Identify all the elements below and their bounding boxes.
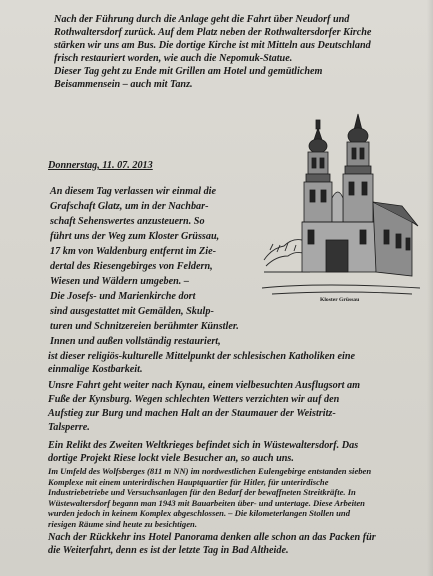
- text-line: Unsre Fahrt geht weiter nach Kynau, einem vielbesuchten Ausflugsort am: [48, 380, 361, 391]
- text-line: Beisammensein – auch mit Tanz.: [54, 79, 193, 90]
- church-nave: [373, 202, 418, 276]
- text-line: Rothwaltersdorf zurück. Auf dem Platz neben der Rothwaltersdorfer Kirche: [54, 27, 372, 38]
- text-line: 17 km von Waldenburg entfernt im Zie-: [50, 246, 217, 257]
- text-line: Wüstewaltersdorf begann man 1943 mit Bauarbeiten über- und untertage. Diese Arbeiten: [48, 497, 365, 508]
- text-line: Industriebetriebe und Versuchsanlagen für den Bedarf der bewaffneten Streitkräfte. In: [48, 487, 356, 497]
- text-line: wurden jedoch in keinem Komplex abgeschlossen. – Die kilometerlangen Stollen und: [48, 508, 350, 518]
- kloster-gruessau-illustration: [262, 110, 420, 298]
- text-line: schaft Sehenswertes anzusteuern. So: [50, 216, 205, 227]
- text-line: ist dieser religiös-kulturelle Mittelpunkt der schlesischen Katholiken eine: [48, 351, 356, 362]
- text-line: dortige Projekt Riese lockt viele Besucher an, so auch uns.: [48, 453, 294, 464]
- text-line: Dieser Tag geht zu Ende mit Grillen am Hotel und gemütlichem: [54, 66, 323, 77]
- text-line: frisch restauriert worden, wie auch die Nepomuk-Statue.: [54, 53, 293, 64]
- text-line: führt uns der Weg zum Kloster Grüssau,: [50, 231, 220, 242]
- text-line: Ein Relikt des Zweiten Weltkrieges befindet sich in Wüstewaltersdorf. Das: [48, 440, 359, 451]
- text-line: Komplexe mit einem unterirdischen Hauptquartier für Hitler, für unterirdische: [48, 476, 329, 487]
- text-line: turen und Schnitzereien berühmter Künstler.: [50, 321, 239, 332]
- scan-shadow: [427, 0, 433, 576]
- left-tower: [304, 120, 332, 222]
- right-tower: [343, 114, 373, 222]
- date-heading: Donnerstag, 11. 07. 2013: [48, 160, 153, 171]
- text-line: dertal des Riesengebirges von Feldern,: [50, 261, 213, 272]
- text-line: Die Josefs- und Marienkirche dort: [50, 291, 196, 302]
- text-line: riesigen Räume sind heute zu besichtigen.: [48, 518, 197, 529]
- image-caption: Kloster Grüssau: [320, 297, 360, 303]
- text-line: Im Umfeld des Wolfsberges (811 m NN) im nordwestlichen Eulengebirge entstanden sieben: [48, 466, 372, 476]
- text-line: Fuße der Kynsburg. Wegen schlechten Wetters verzichten wir auf den: [48, 394, 340, 405]
- text-line: Nach der Führung durch die Anlage geht die Fahrt über Neudorf und: [54, 14, 350, 25]
- text-line: Wiesen und Wäldern umgeben. –: [50, 276, 189, 287]
- text-line: sind ausgestattet mit Gemälden, Skulp-: [50, 306, 214, 317]
- text-line: einmalige Kostbarkeit.: [48, 364, 143, 375]
- text-line: stärken wir uns am Bus. Die dortige Kirche ist mit Mitteln aus Deutschland: [54, 40, 371, 51]
- text-line: die Weiterfahrt, denn es ist der letzte Tag in Bad Altheide.: [48, 545, 289, 556]
- text-line: Innen und außen vollständig restauriert,: [50, 336, 221, 347]
- text-line: Aufstieg zur Burg und machen Halt an der Staumauer der Weistritz-: [48, 408, 336, 419]
- text-line: An diesem Tag verlassen wir einmal die: [50, 186, 217, 197]
- text-line: Grafschaft Glatz, um in der Nachbar-: [50, 201, 209, 212]
- text-line: Nach der Rückkehr ins Hotel Panorama denken alle schon an das Packen für: [48, 532, 376, 543]
- text-line: Talsperre.: [48, 422, 90, 433]
